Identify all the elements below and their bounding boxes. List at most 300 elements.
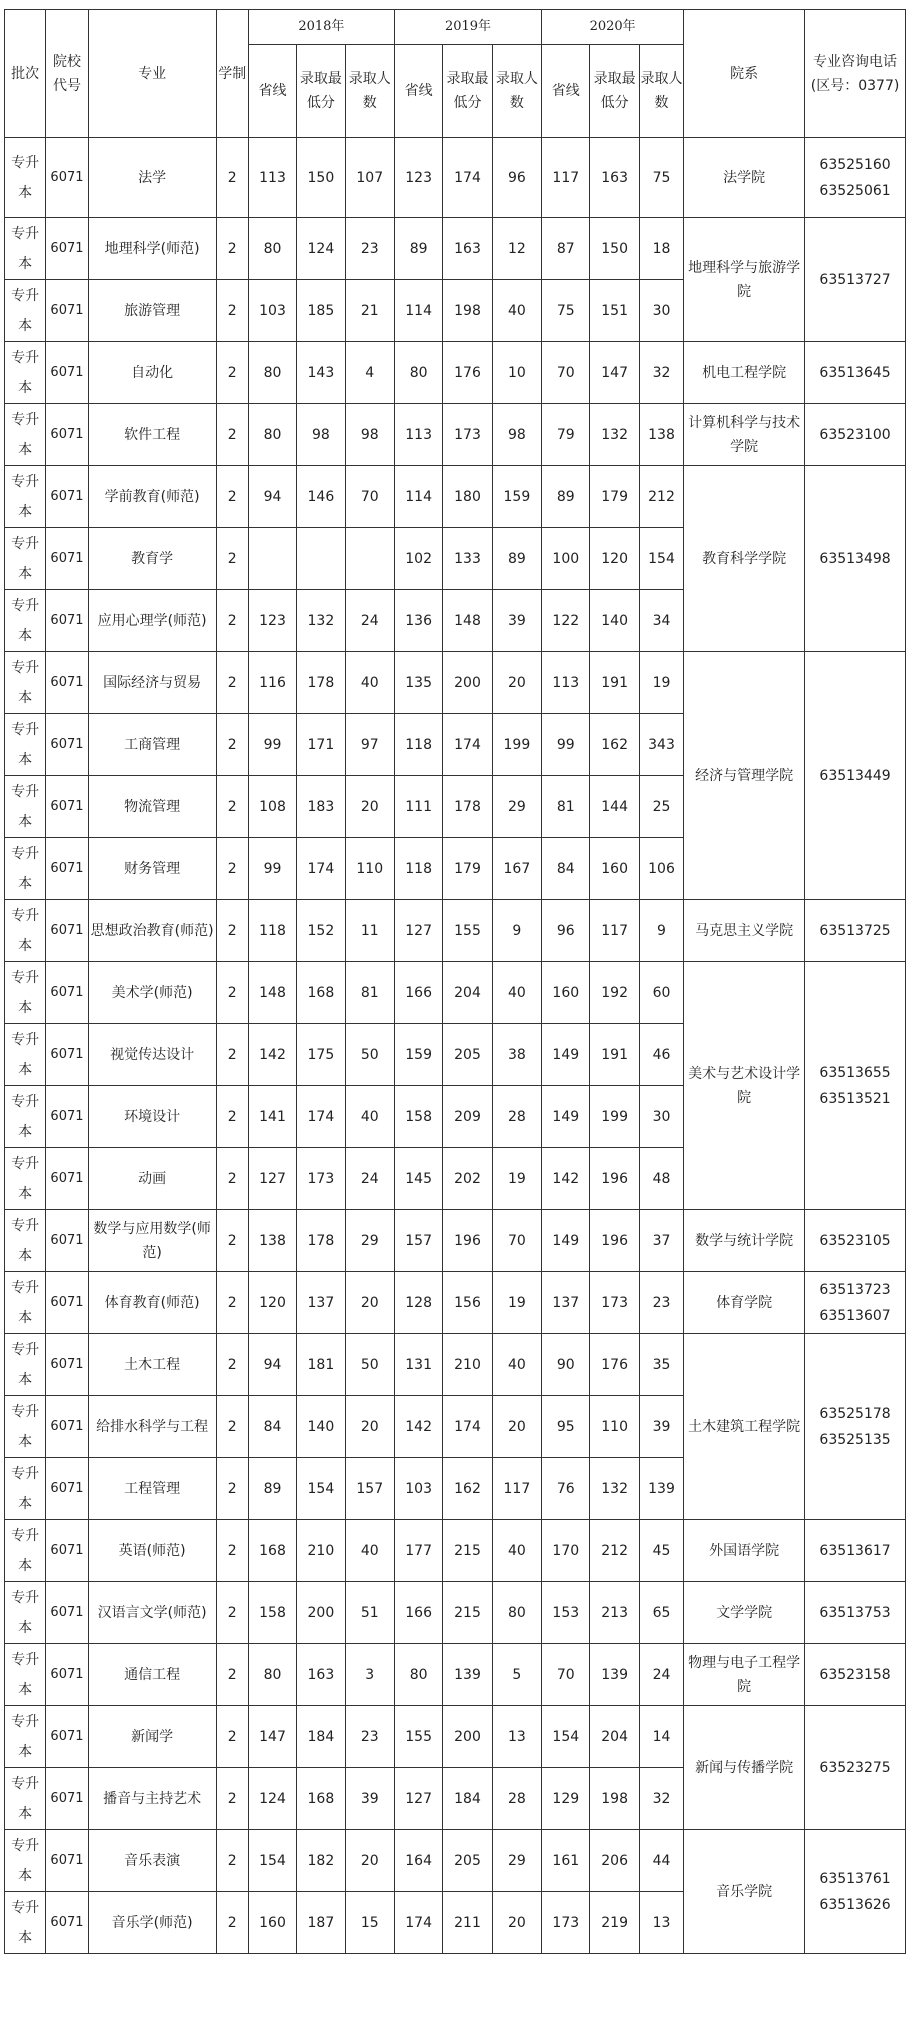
2019-admitted-cell: 40 xyxy=(492,1334,541,1396)
table-row xyxy=(5,1272,906,1334)
major-cell: 播音与主持艺术 xyxy=(88,1768,216,1830)
2018-admitted-cell: 24 xyxy=(345,1148,394,1210)
batch-cell: 专升本 xyxy=(5,1644,46,1706)
2018-provincial-line-cell: 158 xyxy=(248,1582,296,1644)
2020-admitted-cell: 138 xyxy=(639,404,683,466)
duration-cell: 2 xyxy=(216,590,248,652)
phone-cell xyxy=(805,1582,906,1644)
department-cell: 马克思主义学院 xyxy=(684,900,805,962)
major-cell: 动画 xyxy=(88,1148,216,1210)
batch-cell: 专升本 xyxy=(5,838,46,900)
phone-cell xyxy=(805,1644,906,1706)
batch-cell: 专升本 xyxy=(5,1830,46,1892)
2019-admitted-cell: 199 xyxy=(492,714,541,776)
2018-admitted-cell: 81 xyxy=(345,962,394,1024)
school-code-cell: 6071 xyxy=(46,466,88,528)
2018-provincial-line-cell: 94 xyxy=(248,1334,296,1396)
2019-provincial-line-cell: 80 xyxy=(394,342,442,404)
2018-min-score-cell: 185 xyxy=(297,280,345,342)
2018-admitted-cell: 15 xyxy=(345,1892,394,1954)
2019-provincial-line-cell: 136 xyxy=(394,590,442,652)
school-code-cell: 6071 xyxy=(46,1706,88,1768)
2018-admitted-cell: 4 xyxy=(345,342,394,404)
duration-cell: 2 xyxy=(216,1024,248,1086)
2019-min-score-cell: 209 xyxy=(443,1086,492,1148)
major-cell: 音乐学(师范) xyxy=(88,1892,216,1954)
table-row xyxy=(5,1334,906,1396)
2018-admitted-cell: 29 xyxy=(345,1210,394,1272)
phone-cell xyxy=(805,342,906,404)
2019-min-score-cell: 148 xyxy=(443,590,492,652)
2020-admitted-cell: 23 xyxy=(639,1272,683,1334)
2019-min-score-cell: 205 xyxy=(443,1830,492,1892)
2018-min-score-cell: 140 xyxy=(297,1396,345,1458)
2018-admitted-cell: 24 xyxy=(345,590,394,652)
phone-number: 63513449 xyxy=(819,767,891,784)
2018-min-score-cell: 181 xyxy=(297,1334,345,1396)
2018-min-score-cell: 175 xyxy=(297,1024,345,1086)
2018-admitted-cell: 97 xyxy=(345,714,394,776)
2019-admitted-cell: 20 xyxy=(492,1396,541,1458)
batch-cell: 专升本 xyxy=(5,1520,46,1582)
major-cell: 土木工程 xyxy=(88,1334,216,1396)
department-cell: 计算机科学与技术学院 xyxy=(684,404,805,466)
2020-provincial-line-cell: 84 xyxy=(542,838,590,900)
major-cell: 给排水科学与工程 xyxy=(88,1396,216,1458)
2020-provincial-line-cell: 137 xyxy=(542,1272,590,1334)
2018-provincial-line-cell: 80 xyxy=(248,1644,296,1706)
2019-min-score-cell: 184 xyxy=(443,1768,492,1830)
duration-cell: 2 xyxy=(216,1086,248,1148)
2019-min-score-cell: 210 xyxy=(443,1334,492,1396)
duration-cell: 2 xyxy=(216,1892,248,1954)
2020-provincial-line-cell: 149 xyxy=(542,1210,590,1272)
phone-number: 63513645 xyxy=(819,364,891,381)
2020-provincial-line-cell: 160 xyxy=(542,962,590,1024)
batch-cell: 专升本 xyxy=(5,218,46,280)
2019-provincial-line-cell: 157 xyxy=(394,1210,442,1272)
2020-min-score-cell: 132 xyxy=(590,1458,639,1520)
phone-cell xyxy=(805,1520,906,1582)
2019-provincial-line-cell: 89 xyxy=(394,218,442,280)
school-code-cell: 6071 xyxy=(46,1272,88,1334)
table-row xyxy=(5,652,906,714)
2020-min-score-cell: 192 xyxy=(590,962,639,1024)
table-row xyxy=(5,962,906,1024)
school-code-cell: 6071 xyxy=(46,528,88,590)
major-cell: 视觉传达设计 xyxy=(88,1024,216,1086)
2019-min-score-cell: 215 xyxy=(443,1582,492,1644)
2018-provincial-line-cell: 113 xyxy=(248,138,296,218)
2019-provincial-line-cell: 113 xyxy=(394,404,442,466)
department-cell: 文学学院 xyxy=(684,1582,805,1644)
2019-min-score-cell: 174 xyxy=(443,714,492,776)
header-duration: 学制 xyxy=(216,10,248,138)
header-year-2020: 2020年 xyxy=(542,10,684,45)
department-cell: 数学与统计学院 xyxy=(684,1210,805,1272)
phone-cell xyxy=(805,218,906,342)
2020-admitted-cell: 154 xyxy=(639,528,683,590)
header-batch: 批次 xyxy=(5,10,46,138)
phone-number: 63523158 xyxy=(819,1666,891,1683)
2019-min-score-cell: 198 xyxy=(443,280,492,342)
2019-admitted-cell: 159 xyxy=(492,466,541,528)
2018-provincial-line-cell: 80 xyxy=(248,342,296,404)
table-row xyxy=(5,1520,906,1582)
school-code-cell: 6071 xyxy=(46,1644,88,1706)
duration-cell: 2 xyxy=(216,1458,248,1520)
2018-min-score-cell xyxy=(297,528,345,590)
school-code-cell: 6071 xyxy=(46,342,88,404)
2020-provincial-line-cell: 76 xyxy=(542,1458,590,1520)
school-code-cell: 6071 xyxy=(46,1520,88,1582)
2019-admitted-cell: 40 xyxy=(492,962,541,1024)
major-cell: 环境设计 xyxy=(88,1086,216,1148)
batch-cell: 专升本 xyxy=(5,1334,46,1396)
2019-admitted-cell: 9 xyxy=(492,900,541,962)
2020-provincial-line-cell: 154 xyxy=(542,1706,590,1768)
2019-min-score-cell: 133 xyxy=(443,528,492,590)
2018-min-score-cell: 174 xyxy=(297,838,345,900)
batch-cell: 专升本 xyxy=(5,466,46,528)
2020-provincial-line-cell: 96 xyxy=(542,900,590,962)
2020-provincial-line-cell: 95 xyxy=(542,1396,590,1458)
2020-admitted-cell: 60 xyxy=(639,962,683,1024)
duration-cell: 2 xyxy=(216,1706,248,1768)
2020-admitted-cell: 14 xyxy=(639,1706,683,1768)
2018-provincial-line-cell: 99 xyxy=(248,714,296,776)
2018-provincial-line-cell: 80 xyxy=(248,218,296,280)
2020-provincial-line-cell: 161 xyxy=(542,1830,590,1892)
school-code-cell: 6071 xyxy=(46,838,88,900)
2019-min-score-cell: 205 xyxy=(443,1024,492,1086)
2020-min-score-cell: 117 xyxy=(590,900,639,962)
header-year-2018: 2018年 xyxy=(248,10,394,45)
2020-admitted-cell: 106 xyxy=(639,838,683,900)
2018-provincial-line-cell: 160 xyxy=(248,1892,296,1954)
2019-provincial-line-cell: 114 xyxy=(394,466,442,528)
batch-cell: 专升本 xyxy=(5,1892,46,1954)
2020-min-score-cell: 139 xyxy=(590,1644,639,1706)
table-row xyxy=(5,1210,906,1272)
2020-provincial-line-cell: 90 xyxy=(542,1334,590,1396)
2018-admitted-cell: 40 xyxy=(345,652,394,714)
major-cell: 物流管理 xyxy=(88,776,216,838)
school-code-cell: 6071 xyxy=(46,138,88,218)
2020-provincial-line-cell: 99 xyxy=(542,714,590,776)
2018-provincial-line-cell: 84 xyxy=(248,1396,296,1458)
major-cell: 软件工程 xyxy=(88,404,216,466)
2019-min-score-cell: 163 xyxy=(443,218,492,280)
school-code-cell: 6071 xyxy=(46,404,88,466)
duration-cell: 2 xyxy=(216,1582,248,1644)
phone-number: 63513725 xyxy=(819,922,891,939)
2020-provincial-line-cell: 87 xyxy=(542,218,590,280)
2018-admitted-cell: 11 xyxy=(345,900,394,962)
phone-cell xyxy=(805,1830,906,1954)
batch-cell: 专升本 xyxy=(5,1272,46,1334)
2019-provincial-line-cell: 145 xyxy=(394,1148,442,1210)
2018-provincial-line-cell: 80 xyxy=(248,404,296,466)
2020-provincial-line-cell: 153 xyxy=(542,1582,590,1644)
2018-min-score-cell: 178 xyxy=(297,652,345,714)
table-row xyxy=(5,1582,906,1644)
2019-min-score-cell: 174 xyxy=(443,138,492,218)
duration-cell: 2 xyxy=(216,900,248,962)
duration-cell: 2 xyxy=(216,1148,248,1210)
2020-provincial-line-cell: 142 xyxy=(542,1148,590,1210)
2019-provincial-line-cell: 158 xyxy=(394,1086,442,1148)
2019-min-score-cell: 155 xyxy=(443,900,492,962)
2019-admitted-cell: 40 xyxy=(492,1520,541,1582)
2020-min-score-cell: 150 xyxy=(590,218,639,280)
2020-min-score-cell: 110 xyxy=(590,1396,639,1458)
table-row xyxy=(5,466,906,528)
phone-cell xyxy=(805,652,906,900)
2019-admitted-cell: 5 xyxy=(492,1644,541,1706)
2020-admitted-cell: 19 xyxy=(639,652,683,714)
2020-admitted-cell: 35 xyxy=(639,1334,683,1396)
2020-min-score-cell: 204 xyxy=(590,1706,639,1768)
2018-admitted-cell: 70 xyxy=(345,466,394,528)
2018-min-score-cell: 98 xyxy=(297,404,345,466)
major-cell: 自动化 xyxy=(88,342,216,404)
2019-min-score-cell: 139 xyxy=(443,1644,492,1706)
2018-admitted-cell: 40 xyxy=(345,1520,394,1582)
phone-number: 63513727 xyxy=(819,271,891,288)
phone-number: 63513498 xyxy=(819,550,891,567)
2020-admitted-cell: 13 xyxy=(639,1892,683,1954)
header-2018-admitted: 录取人数 xyxy=(345,45,394,138)
2018-min-score-cell: 178 xyxy=(297,1210,345,1272)
header-2020-admitted: 录取人数 xyxy=(639,45,683,138)
header-2019-admitted: 录取人数 xyxy=(492,45,541,138)
phone-number: 63513761 xyxy=(819,1870,891,1887)
2020-admitted-cell: 30 xyxy=(639,280,683,342)
2018-provincial-line-cell: 123 xyxy=(248,590,296,652)
phone-number: 63523275 xyxy=(819,1759,891,1776)
2018-admitted-cell: 23 xyxy=(345,218,394,280)
duration-cell: 2 xyxy=(216,404,248,466)
department-cell: 地理科学与旅游学院 xyxy=(684,218,805,342)
header-2018-provincial-line: 省线 xyxy=(248,45,296,138)
2019-provincial-line-cell: 123 xyxy=(394,138,442,218)
2018-min-score-cell: 132 xyxy=(297,590,345,652)
2018-provincial-line-cell: 118 xyxy=(248,900,296,962)
2019-provincial-line-cell: 111 xyxy=(394,776,442,838)
department-cell: 新闻与传播学院 xyxy=(684,1706,805,1830)
batch-cell: 专升本 xyxy=(5,1210,46,1272)
2020-min-score-cell: 163 xyxy=(590,138,639,218)
2018-min-score-cell: 137 xyxy=(297,1272,345,1334)
department-cell: 法学院 xyxy=(684,138,805,218)
department-cell: 教育科学学院 xyxy=(684,466,805,652)
2018-provincial-line-cell: 99 xyxy=(248,838,296,900)
2018-provincial-line-cell: 127 xyxy=(248,1148,296,1210)
header-year-2019: 2019年 xyxy=(394,10,541,45)
2020-admitted-cell: 24 xyxy=(639,1644,683,1706)
2020-provincial-line-cell: 70 xyxy=(542,1644,590,1706)
2019-provincial-line-cell: 128 xyxy=(394,1272,442,1334)
2020-provincial-line-cell: 122 xyxy=(542,590,590,652)
phone-cell xyxy=(805,1272,906,1334)
2020-min-score-cell: 162 xyxy=(590,714,639,776)
header-major: 专业 xyxy=(88,10,216,138)
2019-admitted-cell: 28 xyxy=(492,1086,541,1148)
duration-cell: 2 xyxy=(216,1644,248,1706)
2020-provincial-line-cell: 113 xyxy=(542,652,590,714)
2018-admitted-cell: 20 xyxy=(345,1272,394,1334)
2020-admitted-cell: 34 xyxy=(639,590,683,652)
duration-cell: 2 xyxy=(216,1396,248,1458)
2020-provincial-line-cell: 79 xyxy=(542,404,590,466)
phone-number: 63523100 xyxy=(819,426,891,443)
major-cell: 地理科学(师范) xyxy=(88,218,216,280)
table-row xyxy=(5,1830,906,1892)
2019-min-score-cell: 180 xyxy=(443,466,492,528)
2020-provincial-line-cell: 173 xyxy=(542,1892,590,1954)
2018-provincial-line-cell: 124 xyxy=(248,1768,296,1830)
2020-min-score-cell: 196 xyxy=(590,1148,639,1210)
2018-provincial-line-cell: 94 xyxy=(248,466,296,528)
2018-min-score-cell: 183 xyxy=(297,776,345,838)
2019-admitted-cell: 89 xyxy=(492,528,541,590)
school-code-cell: 6071 xyxy=(46,590,88,652)
school-code-cell: 6071 xyxy=(46,714,88,776)
2018-admitted-cell: 40 xyxy=(345,1086,394,1148)
2019-provincial-line-cell: 80 xyxy=(394,1644,442,1706)
2020-min-score-cell: 120 xyxy=(590,528,639,590)
2020-min-score-cell: 173 xyxy=(590,1272,639,1334)
2018-admitted-cell xyxy=(345,528,394,590)
2020-admitted-cell: 44 xyxy=(639,1830,683,1892)
2019-min-score-cell: 204 xyxy=(443,962,492,1024)
2018-provincial-line-cell: 103 xyxy=(248,280,296,342)
phone-number: 63513753 xyxy=(819,1604,891,1621)
major-cell: 工商管理 xyxy=(88,714,216,776)
2019-admitted-cell: 20 xyxy=(492,1892,541,1954)
2018-admitted-cell: 157 xyxy=(345,1458,394,1520)
2018-admitted-cell: 20 xyxy=(345,1396,394,1458)
phone-number: 63525178 xyxy=(819,1405,891,1422)
phone-number: 63513723 xyxy=(819,1281,891,1298)
department-cell: 机电工程学院 xyxy=(684,342,805,404)
duration-cell: 2 xyxy=(216,1334,248,1396)
2019-min-score-cell: 200 xyxy=(443,1706,492,1768)
major-cell: 财务管理 xyxy=(88,838,216,900)
phone-cell xyxy=(805,1210,906,1272)
2019-admitted-cell: 19 xyxy=(492,1272,541,1334)
2019-provincial-line-cell: 118 xyxy=(394,714,442,776)
school-code-cell: 6071 xyxy=(46,1582,88,1644)
2019-admitted-cell: 29 xyxy=(492,776,541,838)
school-code-cell: 6071 xyxy=(46,776,88,838)
2020-admitted-cell: 9 xyxy=(639,900,683,962)
department-cell: 音乐学院 xyxy=(684,1830,805,1954)
school-code-cell: 6071 xyxy=(46,1458,88,1520)
2018-min-score-cell: 200 xyxy=(297,1582,345,1644)
2019-provincial-line-cell: 131 xyxy=(394,1334,442,1396)
2019-admitted-cell: 20 xyxy=(492,652,541,714)
duration-cell: 2 xyxy=(216,138,248,218)
2020-admitted-cell: 75 xyxy=(639,138,683,218)
table-body xyxy=(5,138,906,1954)
major-cell: 英语(师范) xyxy=(88,1520,216,1582)
duration-cell: 2 xyxy=(216,652,248,714)
2018-admitted-cell: 98 xyxy=(345,404,394,466)
school-code-cell: 6071 xyxy=(46,1830,88,1892)
2020-admitted-cell: 48 xyxy=(639,1148,683,1210)
2019-provincial-line-cell: 174 xyxy=(394,1892,442,1954)
2018-provincial-line-cell: 142 xyxy=(248,1024,296,1086)
2019-min-score-cell: 174 xyxy=(443,1396,492,1458)
duration-cell: 2 xyxy=(216,1830,248,1892)
2020-admitted-cell: 45 xyxy=(639,1520,683,1582)
duration-cell: 2 xyxy=(216,1272,248,1334)
2019-min-score-cell: 176 xyxy=(443,342,492,404)
table-row xyxy=(5,342,906,404)
header-department: 院系 xyxy=(684,10,805,138)
2020-provincial-line-cell: 75 xyxy=(542,280,590,342)
2019-admitted-cell: 70 xyxy=(492,1210,541,1272)
2018-admitted-cell: 39 xyxy=(345,1768,394,1830)
school-code-cell: 6071 xyxy=(46,1148,88,1210)
school-code-cell: 6071 xyxy=(46,1768,88,1830)
table-row xyxy=(5,900,906,962)
school-code-cell: 6071 xyxy=(46,280,88,342)
2019-provincial-line-cell: 114 xyxy=(394,280,442,342)
2018-min-score-cell: 168 xyxy=(297,962,345,1024)
department-cell: 物理与电子工程学院 xyxy=(684,1644,805,1706)
duration-cell: 2 xyxy=(216,1768,248,1830)
duration-cell: 2 xyxy=(216,714,248,776)
2018-admitted-cell: 20 xyxy=(345,776,394,838)
phone-cell xyxy=(805,404,906,466)
2019-min-score-cell: 196 xyxy=(443,1210,492,1272)
2018-min-score-cell: 184 xyxy=(297,1706,345,1768)
2019-min-score-cell: 162 xyxy=(443,1458,492,1520)
table-row xyxy=(5,1644,906,1706)
2020-min-score-cell: 199 xyxy=(590,1086,639,1148)
phone-cell xyxy=(805,466,906,652)
school-code-cell: 6071 xyxy=(46,1396,88,1458)
2019-provincial-line-cell: 118 xyxy=(394,838,442,900)
2020-min-score-cell: 213 xyxy=(590,1582,639,1644)
2018-min-score-cell: 174 xyxy=(297,1086,345,1148)
2019-admitted-cell: 80 xyxy=(492,1582,541,1644)
duration-cell: 2 xyxy=(216,1520,248,1582)
2018-provincial-line-cell: 148 xyxy=(248,962,296,1024)
2019-provincial-line-cell: 159 xyxy=(394,1024,442,1086)
2020-min-score-cell: 219 xyxy=(590,1892,639,1954)
department-cell: 体育学院 xyxy=(684,1272,805,1334)
major-cell: 美术学(师范) xyxy=(88,962,216,1024)
2020-provincial-line-cell: 117 xyxy=(542,138,590,218)
table-row xyxy=(5,1706,906,1768)
school-code-cell: 6071 xyxy=(46,1210,88,1272)
duration-cell: 2 xyxy=(216,528,248,590)
batch-cell: 专升本 xyxy=(5,962,46,1024)
2020-admitted-cell: 212 xyxy=(639,466,683,528)
2019-admitted-cell: 98 xyxy=(492,404,541,466)
duration-cell: 2 xyxy=(216,776,248,838)
batch-cell: 专升本 xyxy=(5,1396,46,1458)
header-2018-min-score: 录取最低分 xyxy=(297,45,345,138)
2019-provincial-line-cell: 155 xyxy=(394,1706,442,1768)
2019-admitted-cell: 13 xyxy=(492,1706,541,1768)
phone-cell xyxy=(805,1706,906,1830)
2019-provincial-line-cell: 164 xyxy=(394,1830,442,1892)
